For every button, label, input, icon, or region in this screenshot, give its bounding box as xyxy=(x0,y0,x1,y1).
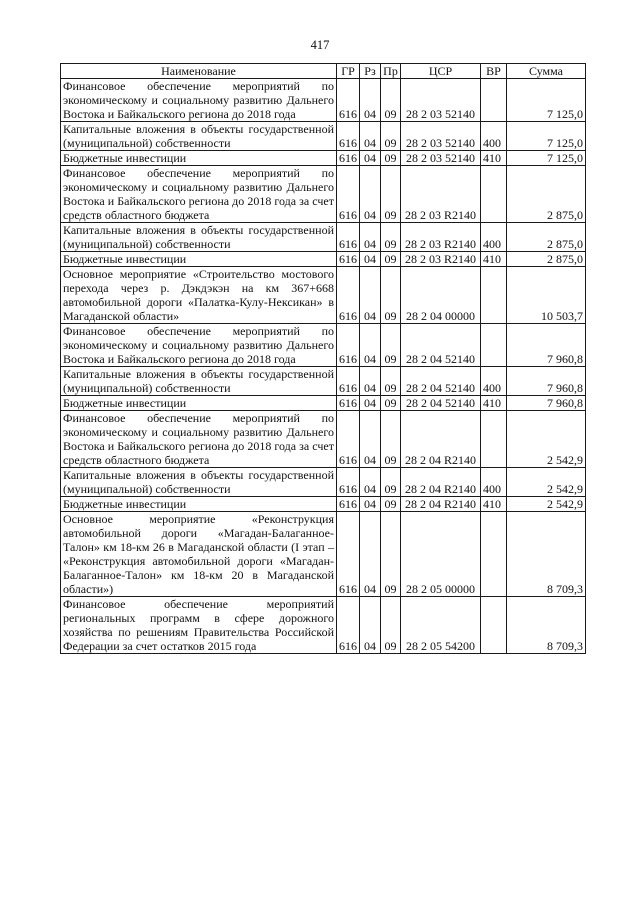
row-gr: 616 xyxy=(337,324,360,367)
row-gr: 616 xyxy=(337,166,360,223)
row-gr: 616 xyxy=(337,497,360,512)
row-sum: 2 875,0 xyxy=(507,252,586,267)
row-name: Бюджетные инвестиции xyxy=(61,497,337,512)
row-name: Финансовое обеспечение мероприятий по экономическому и социальному развитию Дальнего Востока и Байкальского региона до 2018 года xyxy=(61,324,337,367)
row-csr: 28 2 03 R2140 xyxy=(401,166,481,223)
table-row xyxy=(61,166,586,223)
row-csr: 28 2 05 54200 xyxy=(401,597,481,654)
table-row xyxy=(61,512,586,597)
row-rz: 04 xyxy=(360,151,381,166)
row-vr: 400 xyxy=(481,122,507,151)
row-rz: 04 xyxy=(360,267,381,324)
row-pr: 09 xyxy=(381,367,401,396)
row-gr: 616 xyxy=(337,223,360,252)
row-csr: 28 2 05 00000 xyxy=(401,512,481,597)
page-number: 417 xyxy=(310,38,330,52)
row-gr: 616 xyxy=(337,468,360,497)
row-name: Капитальные вложения в объекты государственной (муниципальной) собственности xyxy=(61,122,337,151)
table-row xyxy=(61,396,586,411)
row-name: Основное мероприятие «Реконструкция автомобильной дороги «Магадан-Балаганное-Талон» км 18-км 26 в Магаданской области (I этап – «Реконструкция автомобильной дороги «Магадан-Балаганное-Талон» км 18-км 20 в Магаданской области») xyxy=(61,512,337,597)
header-gr: ГР xyxy=(337,64,360,79)
row-vr: 400 xyxy=(481,468,507,497)
row-csr: 28 2 04 R2140 xyxy=(401,411,481,468)
row-name: Основное мероприятие «Строительство мостового перехода через р. Дэкдэкэн на км 367+668 автомобильной дороги «Палатка-Кулу-Нексикан» в Магаданской области» xyxy=(61,267,337,324)
header-vr: ВР xyxy=(481,64,507,79)
budget-table xyxy=(60,63,586,654)
row-sum: 8 709,3 xyxy=(507,512,586,597)
header-name: Наименование xyxy=(61,64,337,79)
row-rz: 04 xyxy=(360,512,381,597)
table-row xyxy=(61,252,586,267)
row-rz: 04 xyxy=(360,324,381,367)
header-csr: ЦСР xyxy=(401,64,481,79)
row-vr xyxy=(481,79,507,122)
row-name: Финансовое обеспечение мероприятий региональных программ в сфере дорожного хозяйства по решениям Правительства Российской Федерации за счет остатков 2015 года xyxy=(61,597,337,654)
row-sum: 2 875,0 xyxy=(507,223,586,252)
row-pr: 09 xyxy=(381,151,401,166)
row-sum: 7 125,0 xyxy=(507,122,586,151)
row-vr: 410 xyxy=(481,396,507,411)
row-csr: 28 2 03 R2140 xyxy=(401,223,481,252)
row-csr: 28 2 03 52140 xyxy=(401,79,481,122)
row-pr: 09 xyxy=(381,411,401,468)
row-vr: 400 xyxy=(481,367,507,396)
row-pr: 09 xyxy=(381,396,401,411)
table-row xyxy=(61,324,586,367)
row-name: Финансовое обеспечение мероприятий по экономическому и социальному развитию Дальнего Востока и Байкальского региона до 2018 года за счет средств областного бюджета xyxy=(61,411,337,468)
row-name: Бюджетные инвестиции xyxy=(61,151,337,166)
row-pr: 09 xyxy=(381,267,401,324)
row-name: Капитальные вложения в объекты государственной (муниципальной) собственности xyxy=(61,223,337,252)
row-rz: 04 xyxy=(360,597,381,654)
row-gr: 616 xyxy=(337,512,360,597)
row-csr: 28 2 03 52140 xyxy=(401,122,481,151)
row-sum: 2 542,9 xyxy=(507,468,586,497)
table-row xyxy=(61,468,586,497)
row-sum: 7 960,8 xyxy=(507,367,586,396)
row-gr: 616 xyxy=(337,122,360,151)
row-sum: 7 960,8 xyxy=(507,324,586,367)
row-csr: 28 2 04 00000 xyxy=(401,267,481,324)
header-rz: Рз xyxy=(360,64,381,79)
row-vr xyxy=(481,267,507,324)
table-row xyxy=(61,597,586,654)
table-row xyxy=(61,367,586,396)
row-csr: 28 2 03 R2140 xyxy=(401,252,481,267)
row-rz: 04 xyxy=(360,122,381,151)
row-pr: 09 xyxy=(381,223,401,252)
row-rz: 04 xyxy=(360,252,381,267)
row-sum: 8 709,3 xyxy=(507,597,586,654)
row-rz: 04 xyxy=(360,223,381,252)
row-vr: 410 xyxy=(481,497,507,512)
row-csr: 28 2 03 52140 xyxy=(401,151,481,166)
row-pr: 09 xyxy=(381,79,401,122)
row-gr: 616 xyxy=(337,267,360,324)
row-name: Капитальные вложения в объекты государственной (муниципальной) собственности xyxy=(61,367,337,396)
row-gr: 616 xyxy=(337,252,360,267)
row-name: Финансовое обеспечение мероприятий по экономическому и социальному развитию Дальнего Востока и Байкальского региона до 2018 года за счет средств областного бюджета xyxy=(61,166,337,223)
row-sum: 2 542,9 xyxy=(507,411,586,468)
row-pr: 09 xyxy=(381,468,401,497)
row-rz: 04 xyxy=(360,411,381,468)
row-sum: 2 542,9 xyxy=(507,497,586,512)
row-name: Бюджетные инвестиции xyxy=(61,252,337,267)
row-vr xyxy=(481,512,507,597)
row-csr: 28 2 04 52140 xyxy=(401,396,481,411)
table-row xyxy=(61,497,586,512)
row-pr: 09 xyxy=(381,166,401,223)
row-sum: 7 125,0 xyxy=(507,79,586,122)
row-vr xyxy=(481,597,507,654)
row-csr: 28 2 04 R2140 xyxy=(401,468,481,497)
row-rz: 04 xyxy=(360,367,381,396)
row-pr: 09 xyxy=(381,324,401,367)
row-pr: 09 xyxy=(381,252,401,267)
row-csr: 28 2 04 R2140 xyxy=(401,497,481,512)
row-name: Капитальные вложения в объекты государственной (муниципальной) собственности xyxy=(61,468,337,497)
row-gr: 616 xyxy=(337,597,360,654)
row-sum: 10 503,7 xyxy=(507,267,586,324)
header-pr: Пр xyxy=(381,64,401,79)
row-rz: 04 xyxy=(360,396,381,411)
row-name: Финансовое обеспечение мероприятий по экономическому и социальному развитию Дальнего Востока и Байкальского региона до 2018 года xyxy=(61,79,337,122)
row-gr: 616 xyxy=(337,396,360,411)
header-sum: Сумма xyxy=(507,64,586,79)
row-rz: 04 xyxy=(360,497,381,512)
table-row xyxy=(61,122,586,151)
row-pr: 09 xyxy=(381,597,401,654)
row-vr xyxy=(481,324,507,367)
table-row xyxy=(61,267,586,324)
row-pr: 09 xyxy=(381,512,401,597)
row-rz: 04 xyxy=(360,79,381,122)
row-gr: 616 xyxy=(337,151,360,166)
row-sum: 7 125,0 xyxy=(507,151,586,166)
row-pr: 09 xyxy=(381,122,401,151)
table-row xyxy=(61,151,586,166)
row-vr xyxy=(481,166,507,223)
row-rz: 04 xyxy=(360,468,381,497)
row-vr: 410 xyxy=(481,151,507,166)
table-row xyxy=(61,223,586,252)
row-rz: 04 xyxy=(360,166,381,223)
table-row xyxy=(61,79,586,122)
row-sum: 7 960,8 xyxy=(507,396,586,411)
row-csr: 28 2 04 52140 xyxy=(401,324,481,367)
row-vr xyxy=(481,411,507,468)
table-header-row xyxy=(61,64,586,79)
row-gr: 616 xyxy=(337,367,360,396)
row-pr: 09 xyxy=(381,497,401,512)
row-vr: 410 xyxy=(481,252,507,267)
row-gr: 616 xyxy=(337,411,360,468)
row-sum: 2 875,0 xyxy=(507,166,586,223)
row-vr: 400 xyxy=(481,223,507,252)
table-row xyxy=(61,411,586,468)
row-csr: 28 2 04 52140 xyxy=(401,367,481,396)
row-gr: 616 xyxy=(337,79,360,122)
row-name: Бюджетные инвестиции xyxy=(61,396,337,411)
